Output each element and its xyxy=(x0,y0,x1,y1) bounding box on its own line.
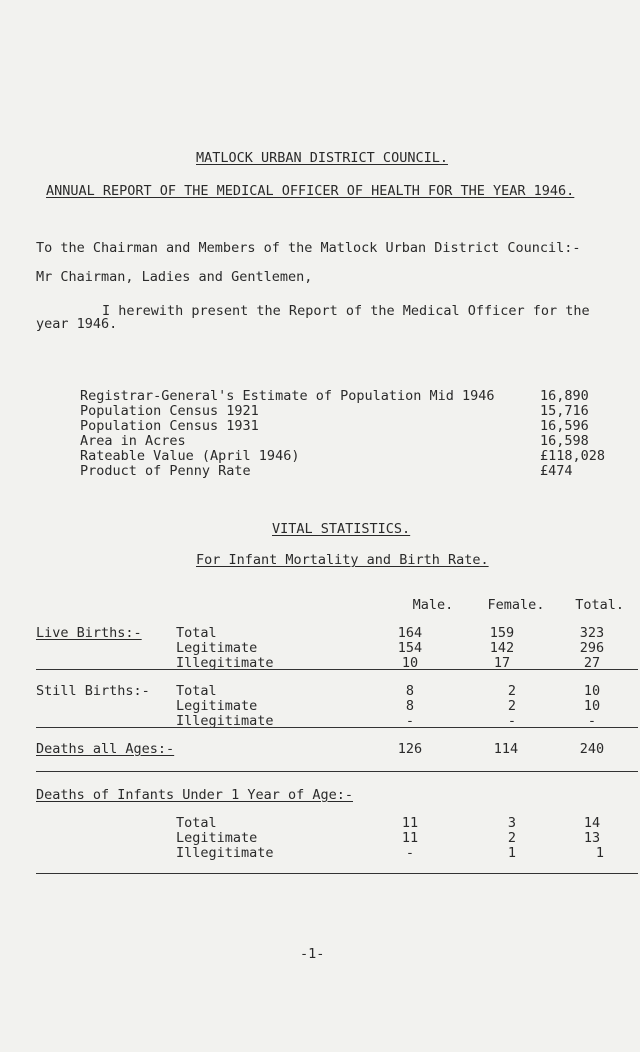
cell-total: 240 xyxy=(579,741,605,757)
fact-value: 15,716 xyxy=(540,403,589,419)
row-label: Total xyxy=(176,815,217,831)
section-label: Still Births:- xyxy=(36,683,150,699)
fact-value: 16,890 xyxy=(540,388,589,404)
section-label: Deaths of Infants Under 1 Year of Age:- xyxy=(36,787,353,803)
salutation: Mr Chairman, Ladies and Gentlemen, xyxy=(36,269,313,285)
col-male-header: Male. xyxy=(412,597,454,613)
cell-female: 142 xyxy=(489,640,515,656)
cell-female: 159 xyxy=(489,625,515,641)
fact-value: £474 xyxy=(540,463,573,479)
cell-female: 1 xyxy=(507,845,517,861)
cell-female: 17 xyxy=(493,655,511,671)
cell-total: 27 xyxy=(583,655,601,671)
row-label: Legitimate xyxy=(176,830,258,846)
page-number: -1- xyxy=(300,946,325,962)
fact-value: 16,596 xyxy=(540,418,589,434)
cell-female: 2 xyxy=(507,698,517,714)
row-label: Illegitimate xyxy=(176,655,274,671)
vital-statistics-heading: VITAL STATISTICS. xyxy=(272,521,411,537)
council-title: MATLOCK URBAN DISTRICT COUNCIL. xyxy=(196,150,448,166)
row-label: Total xyxy=(176,625,217,641)
cell-total: 10 xyxy=(583,698,601,714)
cell-male: 11 xyxy=(401,815,419,831)
fact-label: Area in Acres xyxy=(80,433,186,449)
fact-label: Rateable Value (April 1946) xyxy=(80,448,300,464)
fact-label: Registrar-General's Estimate of Population Mid 1946 xyxy=(80,388,495,404)
section-divider xyxy=(36,727,638,728)
cell-male: - xyxy=(405,713,415,729)
cell-total: 10 xyxy=(583,683,601,699)
col-female-header: Female. xyxy=(487,597,545,613)
cell-male: 164 xyxy=(397,625,423,641)
cell-female: 2 xyxy=(507,830,517,846)
cell-female: 2 xyxy=(507,683,517,699)
intro-line-1: I herewith present the Report of the Medical Officer for the xyxy=(102,303,590,319)
cell-male: 8 xyxy=(405,698,415,714)
cell-total: 13 xyxy=(583,830,601,846)
vital-statistics-subheading: For Infant Mortality and Birth Rate. xyxy=(196,552,489,568)
cell-total: 323 xyxy=(579,625,605,641)
section-label: Live Births:- xyxy=(36,625,142,641)
row-label: Legitimate xyxy=(176,698,258,714)
cell-male: 126 xyxy=(397,741,423,757)
cell-female: 114 xyxy=(493,741,519,757)
section-divider xyxy=(36,771,638,772)
cell-male: - xyxy=(405,845,415,861)
salutation-to: To the Chairman and Members of the Matlock Urban District Council:- xyxy=(36,240,581,256)
fact-value: 16,598 xyxy=(540,433,589,449)
cell-total: 14 xyxy=(583,815,601,831)
report-title: ANNUAL REPORT OF THE MEDICAL OFFICER OF HEALTH FOR THE YEAR 1946. xyxy=(46,183,575,199)
row-label: Legitimate xyxy=(176,640,258,656)
section-divider xyxy=(36,669,638,670)
fact-label: Population Census 1921 xyxy=(80,403,259,419)
intro-line-2: year 1946. xyxy=(36,316,118,332)
cell-female: 3 xyxy=(507,815,517,831)
row-label: Illegitimate xyxy=(176,845,274,861)
row-label: Total xyxy=(176,683,217,699)
cell-male: 11 xyxy=(401,830,419,846)
section-label: Deaths all Ages:- xyxy=(36,741,175,757)
section-divider xyxy=(36,873,638,874)
cell-total: - xyxy=(587,713,597,729)
fact-label: Product of Penny Rate xyxy=(80,463,251,479)
cell-male: 8 xyxy=(405,683,415,699)
col-total-header: Total. xyxy=(575,597,624,613)
cell-total: 1 xyxy=(595,845,605,861)
cell-male: 154 xyxy=(397,640,423,656)
cell-male: 10 xyxy=(401,655,419,671)
fact-value: £118,028 xyxy=(540,448,606,464)
row-label: Illegitimate xyxy=(176,713,274,729)
fact-label: Population Census 1931 xyxy=(80,418,259,434)
cell-female: - xyxy=(507,713,517,729)
cell-total: 296 xyxy=(579,640,605,656)
